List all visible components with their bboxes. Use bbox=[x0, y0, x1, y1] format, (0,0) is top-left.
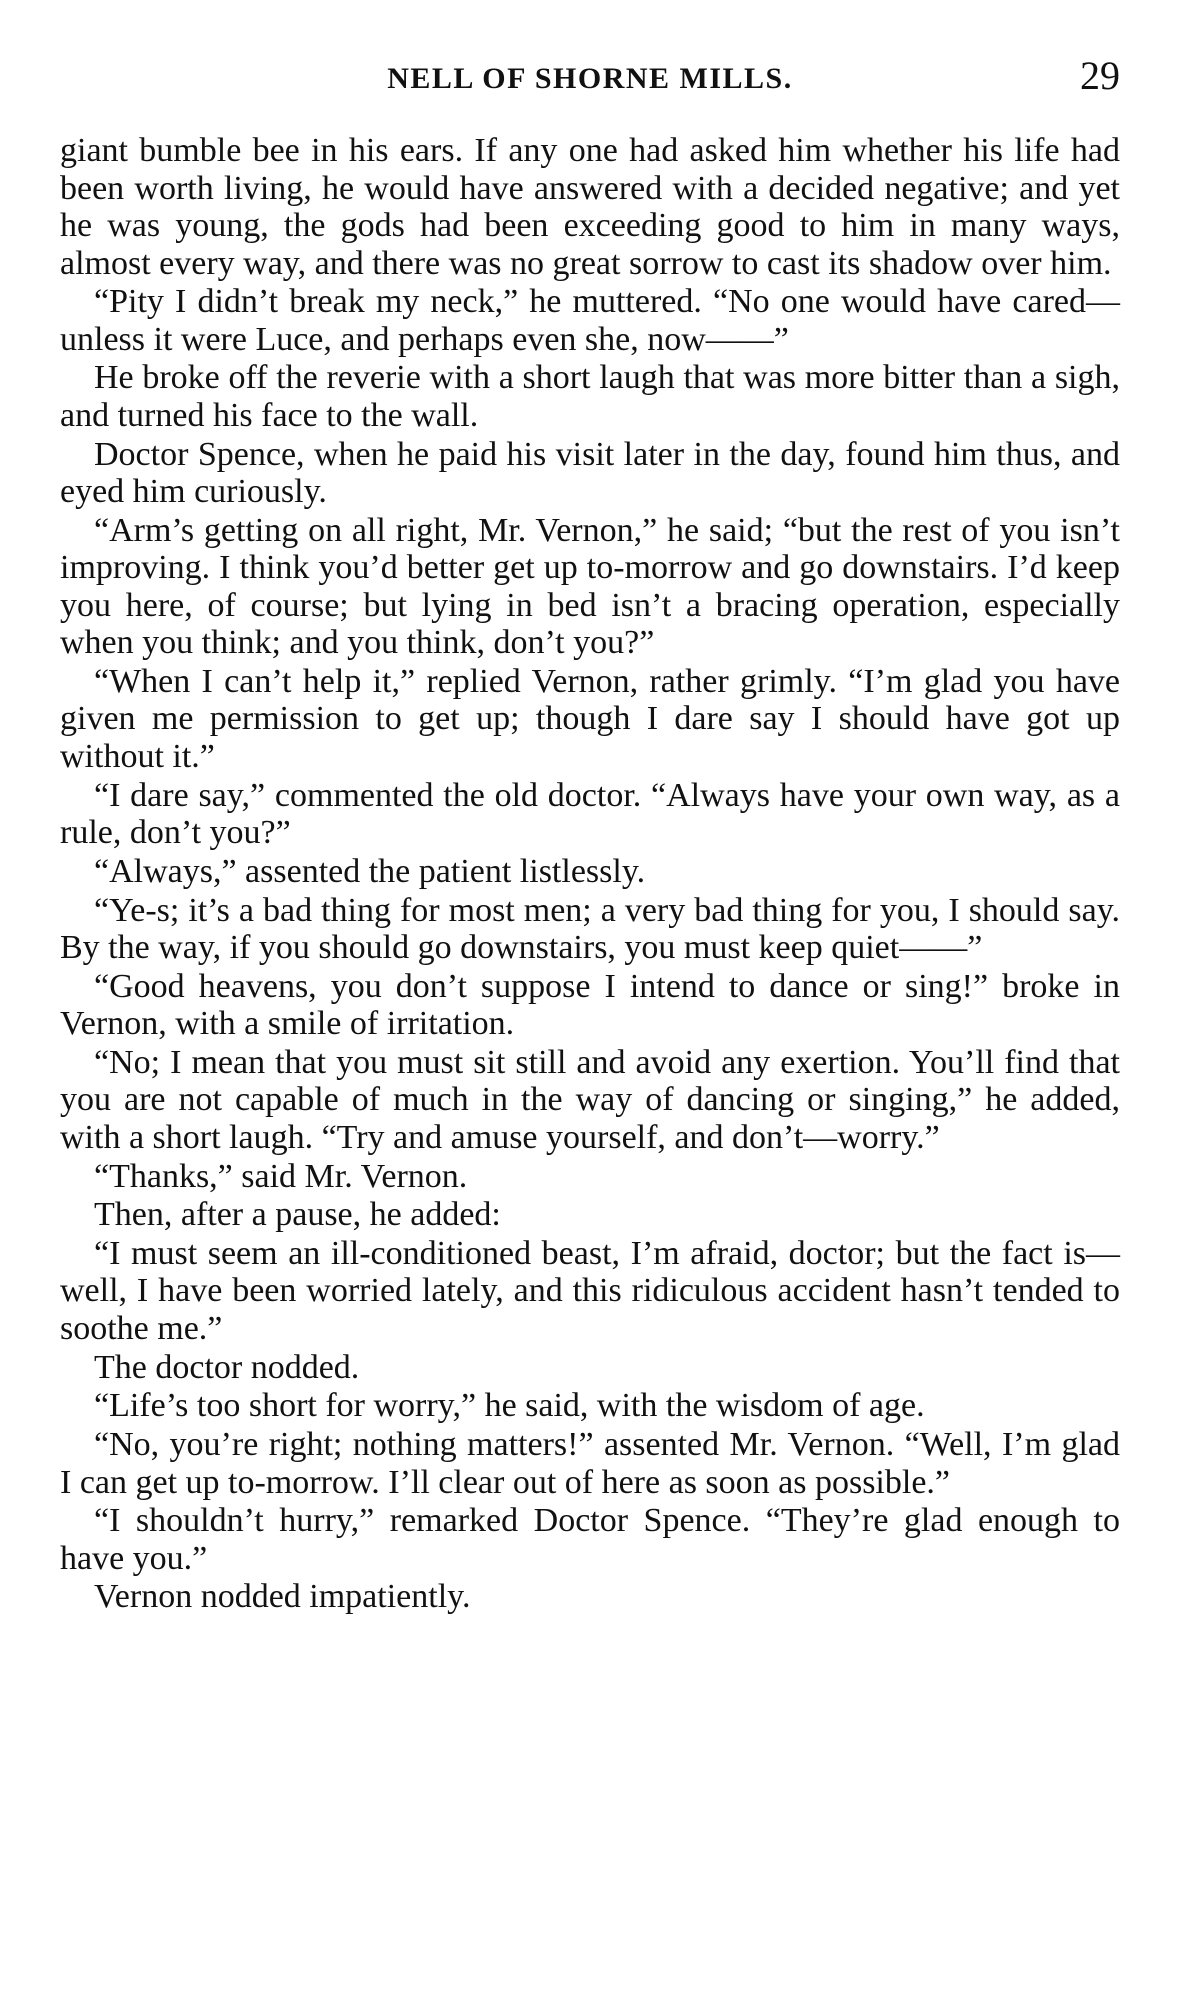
paragraph: “Good heavens, you don’t suppose I intend to dance or sing!” broke in Vernon, with a smile of irritation. bbox=[60, 967, 1120, 1043]
paragraph: Vernon nodded impatiently. bbox=[94, 1578, 471, 1616]
paragraph: “When I can’t help it,” replied Vernon, rather grimly. “I’m glad you have given me permission to get up; though I dare say I should have got up without it.” bbox=[60, 662, 1120, 775]
paragraph: “No; I mean that you must sit still and avoid any exertion. You’ll find that you are not capable of much in the way of dancing or singing,” he added, with a short laugh. “Try and amuse yourself, and don’t—worry.” bbox=[60, 1043, 1120, 1156]
running-title: NELL OF SHORNE MILLS. bbox=[387, 62, 793, 95]
paragraph: “I dare say,” commented the old doctor. “Always have your own way, as a rule, don’t you?” bbox=[60, 776, 1120, 852]
paragraph: Doctor Spence, when he paid his visit later in the day, found him thus, and eyed him curiously. bbox=[60, 435, 1120, 511]
paragraph: “Pity I didn’t break my neck,” he muttered. “No one would have cared—unless it were Luce, and perhaps even she, now——” bbox=[60, 283, 1120, 358]
paragraph: “I must seem an ill-conditioned beast, I’m afraid, doctor; but the fact is—well, I have been worried lately, and this ridiculous accident hasn’t tended to soothe me.” bbox=[60, 1234, 1120, 1347]
paragraph: “Arm’s getting on all right, Mr. Vernon,” he said; “but the rest of you isn’t improving. I think you’d better get up to-morrow and go downstairs. I’d keep you here, of course; but lying in bed isn’t a bracing operation, especially when you think; and you think, don’t you?” bbox=[60, 511, 1120, 662]
paragraph: The doctor nodded. bbox=[94, 1348, 360, 1386]
paragraph: “Thanks,” said Mr. Vernon. bbox=[94, 1157, 468, 1195]
paragraph: giant bumble bee in his ears. If any one had asked him whether his life had been worth living, he would have answered with a decided negative; and yet he was young, the gods had been exceeding good to him in many ways, almost every way, and there was no great sorrow to cast its shadow over him. bbox=[60, 132, 1120, 282]
paragraph: “I shouldn’t hurry,” remarked Doctor Spence. “They’re glad enough to have you.” bbox=[60, 1502, 1120, 1577]
page-number: 29 bbox=[1080, 53, 1120, 98]
paragraph: “Always,” assented the patient listlessly. bbox=[94, 852, 646, 890]
body-text bbox=[60, 132, 1120, 1616]
paragraph: “Life’s too short for worry,” he said, with the wisdom of age. bbox=[94, 1387, 925, 1425]
page-header bbox=[60, 48, 1120, 108]
paragraph: “No, you’re right; nothing matters!” assented Mr. Vernon. “Well, I’m glad I can get up to-morrow. I’ll clear out of here as soon as possible.” bbox=[60, 1426, 1120, 1501]
book-page bbox=[60, 48, 1120, 1617]
paragraph: “Ye-s; it’s a bad thing for most men; a very bad thing for you, I should say. By the way, if you should go downstairs, you must keep quiet——” bbox=[60, 891, 1120, 966]
paragraph: Then, after a pause, he added: bbox=[94, 1196, 501, 1234]
paragraph: He broke off the reverie with a short laugh that was more bitter than a sigh, and turned his face to the wall. bbox=[60, 359, 1120, 434]
